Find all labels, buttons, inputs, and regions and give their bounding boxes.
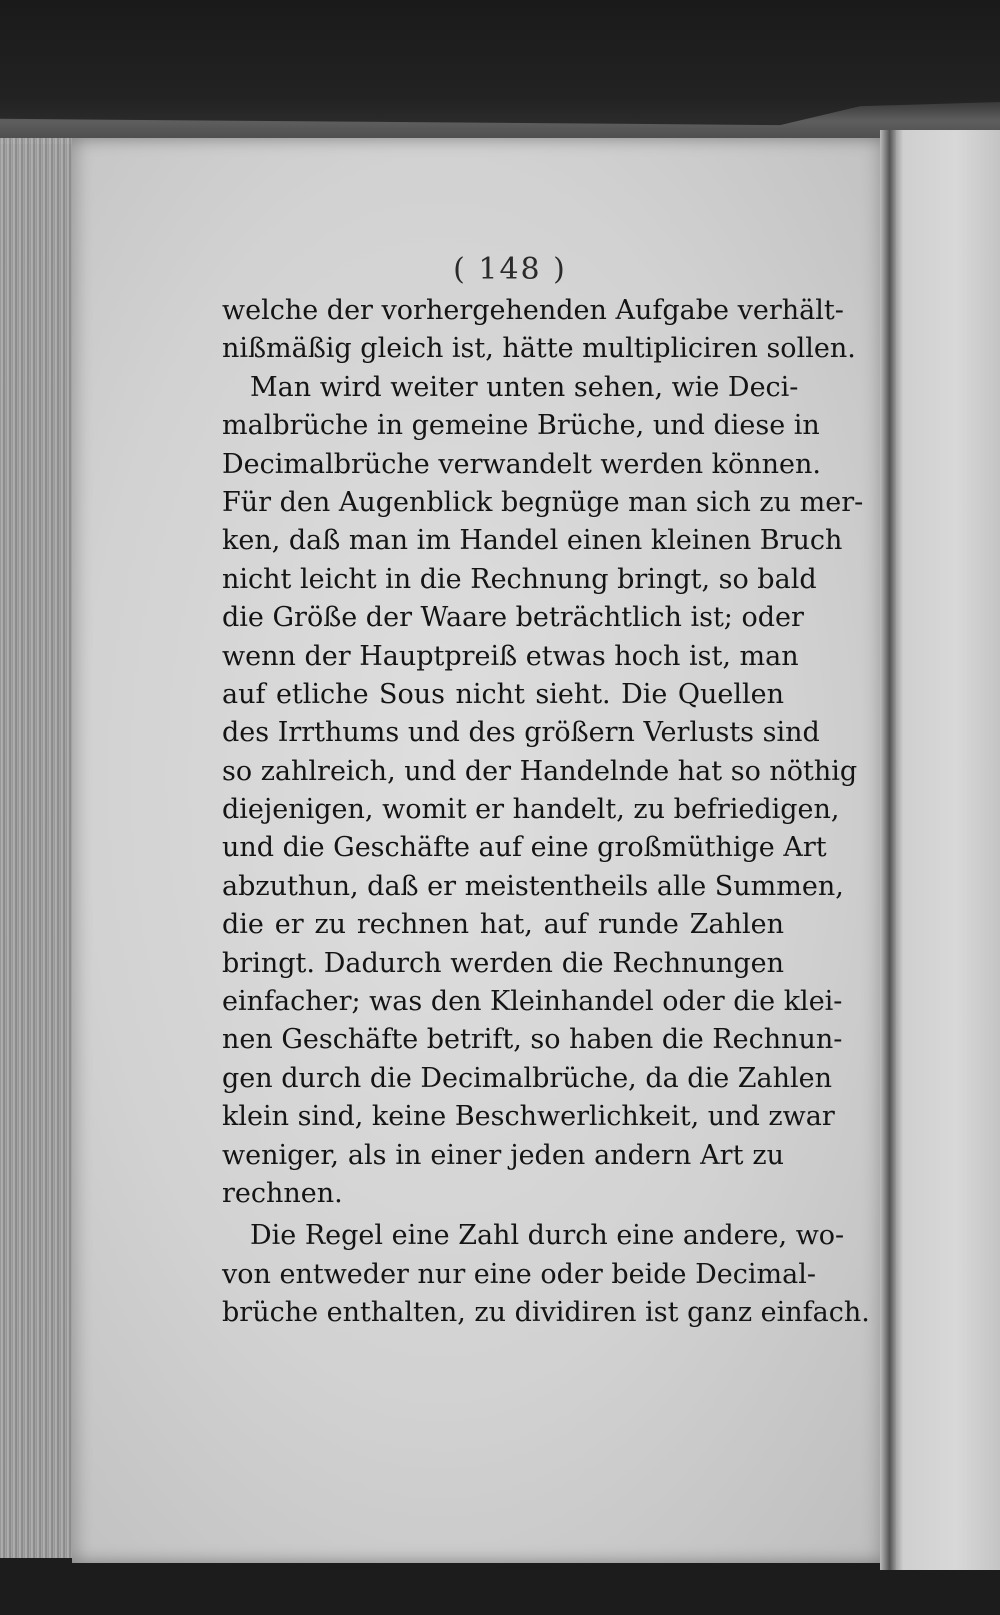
text-line: und die Geschäfte auf eine großmüthige Art (222, 832, 827, 864)
text-line: welche der vorhergehenden Aufgabe verhält- (222, 295, 844, 326)
text-line: weniger, als in einer jeden andern Art zu (222, 1139, 784, 1171)
text-line: die er zu rechnen hat, auf runde Zahlen (222, 909, 784, 941)
facing-page (890, 130, 1000, 1570)
text-line: auf etliche Sous nicht sieht. Die Quellen (222, 678, 784, 710)
text-line: malbrüche in gemeine Brüche, und diese in (222, 410, 820, 442)
text-line: Die Regel eine Zahl durch eine andere, wo- (250, 1220, 845, 1252)
text-line: Man wird weiter unten sehen, wie Deci- (250, 371, 799, 403)
page-number: ( 148 ) (453, 252, 567, 287)
text-line: wenn der Hauptpreiß etwas hoch ist, man (222, 640, 799, 672)
text-line: einfacher; was den Kleinhandel oder die klei- (222, 986, 843, 1018)
text-line: Decimalbrüche verwandelt werden können. (222, 448, 822, 480)
text-line: gen durch die Decimalbrüche, da die Zahlen (222, 1062, 833, 1094)
text-line: nen Geschäfte betrift, so haben die Rechnun- (222, 1024, 843, 1056)
text-line: klein sind, keine Beschwerlichkeit, und zwar (222, 1101, 835, 1133)
text-line: brüche enthalten, zu dividiren ist ganz einfach. (222, 1297, 870, 1329)
page-edges (0, 138, 80, 1558)
text-line: diejenigen, womit er handelt, zu befriedigen, (222, 794, 840, 826)
text-line: die Größe der Waare beträchtlich ist; oder (222, 602, 804, 634)
book-gutter (880, 130, 896, 1570)
text-line: ken, daß man im Handel einen kleinen Bruch (222, 525, 843, 557)
text-line: Für den Augenblick begnüge man sich zu mer- (222, 486, 864, 518)
text-line: bringt. Dadurch werden die Rechnungen (222, 947, 784, 979)
page-text (222, 292, 870, 1333)
text-line: abzuthun, daß er meistentheils alle Summen, (222, 870, 844, 902)
text-line: rechnen. (222, 1177, 343, 1209)
text-line: von entweder nur eine oder beide Decimal- (222, 1258, 816, 1290)
text-line: nißmäßig gleich ist, hätte multipliciren sollen. (222, 333, 856, 365)
text-line: nicht leicht in die Rechnung bringt, so bald (222, 563, 817, 595)
text-line: so zahlreich, und der Handelnde hat so nöthig (222, 755, 858, 787)
text-line: des Irrthums und des größern Verlusts sind (222, 717, 820, 749)
